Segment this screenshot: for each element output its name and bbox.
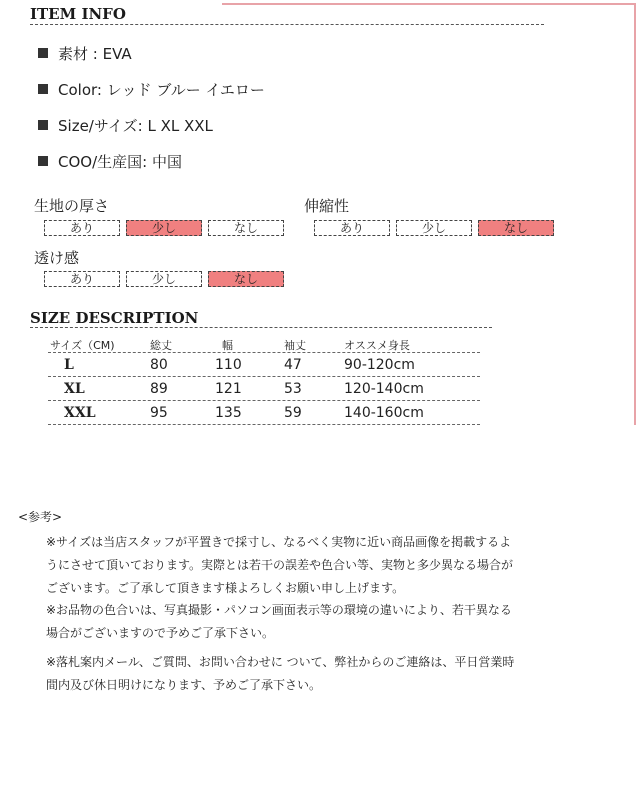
table-cell-width: 121: [215, 381, 242, 397]
thickness-option-yes: あり: [44, 220, 120, 236]
col-header-sleeve: 袖丈: [284, 339, 306, 352]
table-cell-size: XXL: [64, 405, 96, 421]
note-line: ※お品物の色合いは、写真撮影・パソコン画面表示等の環境の違いにより、若干異なる: [46, 603, 512, 617]
note-line: うにさせて頂いております。実際とは若干の誤差や色合い等、実物と多少異なる場合が: [46, 558, 514, 572]
table-row-divider: [48, 424, 480, 425]
table-cell-sleeve: 59: [284, 405, 302, 421]
table-cell-sleeve: 47: [284, 357, 302, 373]
note-line: ございます。ご了承して頂きます様よろしくお願い申し上げます。: [46, 581, 405, 595]
table-row-divider: [48, 400, 480, 401]
note-paragraph-color: [46, 599, 512, 645]
note-paragraph-size: [46, 531, 513, 600]
info-row-material: 素材 : EVA: [38, 43, 132, 64]
table-cell-length: 89: [150, 381, 168, 397]
table-cell-length: 95: [150, 405, 168, 421]
col-header-recommended-height: オススメ身長: [344, 339, 410, 352]
sheerness-option-none: なし: [208, 271, 284, 287]
stretch-option-little: 少し: [396, 220, 472, 236]
decorative-frame-right: [634, 3, 636, 425]
note-line: 間内及び休日明けになります、予めご了承下さい。: [46, 678, 322, 692]
note-line: ※サイズは当店スタッフが平置きで採寸し、なるべく実物に近い商品画像を掲載するよ: [46, 535, 512, 549]
bullet-square-icon: [38, 84, 48, 94]
table-cell-height: 120-140cm: [344, 381, 424, 397]
table-cell-height: 140-160cm: [344, 405, 424, 421]
size-description-divider: [30, 327, 492, 328]
table-cell-sleeve: 53: [284, 381, 302, 397]
stretch-option-none: なし: [478, 220, 554, 236]
thickness-option-little: 少し: [126, 220, 202, 236]
table-cell-width: 110: [215, 357, 242, 373]
col-header-size: サイズ（CM): [50, 339, 115, 352]
table-cell-length: 80: [150, 357, 168, 373]
decorative-frame-top: [222, 3, 636, 5]
sheerness-option-yes: あり: [44, 271, 120, 287]
note-line: ※落札案内メール、ご質問、お問い合わせに ついて、弊社からのご連絡は、平日営業時: [46, 655, 515, 669]
table-row-divider: [48, 352, 480, 353]
item-info-heading: ITEM INFO: [30, 5, 126, 23]
note-paragraph-contact: [46, 651, 514, 697]
thickness-option-none: なし: [208, 220, 284, 236]
table-cell-size: XL: [64, 381, 85, 397]
bullet-square-icon: [38, 156, 48, 166]
col-header-width: 幅: [222, 339, 233, 352]
attr-label-stretch: 伸縮性: [304, 197, 350, 215]
note-line: 場合がございますので予めご了承下さい。: [46, 626, 275, 640]
bullet-square-icon: [38, 48, 48, 58]
table-cell-height: 90-120cm: [344, 357, 415, 373]
notes-heading: <参考>: [18, 510, 63, 524]
item-info-divider: [30, 24, 544, 25]
bullet-square-icon: [38, 120, 48, 130]
info-row-size: Size/サイズ: L XL XXL: [38, 115, 213, 136]
attr-label-sheerness: 透け感: [34, 249, 80, 267]
sheerness-option-little: 少し: [126, 271, 202, 287]
table-cell-width: 135: [215, 405, 242, 421]
info-row-origin: COO/生産国: 中国: [38, 151, 182, 172]
size-description-heading: SIZE DESCRIPTION: [30, 309, 199, 327]
table-row-divider: [48, 376, 480, 377]
stretch-option-yes: あり: [314, 220, 390, 236]
attr-label-thickness: 生地の厚さ: [34, 197, 110, 215]
col-header-length: 総丈: [150, 339, 172, 352]
info-row-color: Color: レッド ブルー イエロー: [38, 79, 265, 100]
table-cell-size: L: [64, 357, 74, 373]
